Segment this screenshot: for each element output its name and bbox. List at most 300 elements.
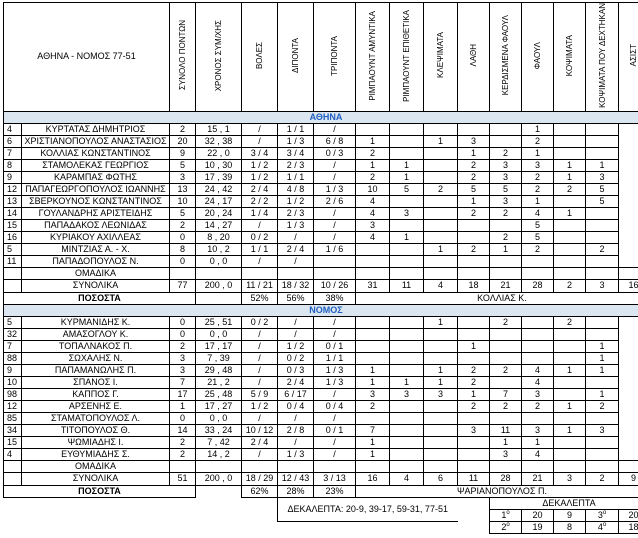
player-number: 8 bbox=[4, 159, 22, 171]
stat-cell: 1 bbox=[522, 436, 554, 448]
stat-cell bbox=[458, 219, 490, 231]
stat-cell bbox=[424, 171, 458, 183]
section-title: ΑΘΗΝΑ bbox=[4, 111, 638, 123]
total-cell: 28 bbox=[522, 279, 554, 292]
stat-cell bbox=[586, 219, 619, 231]
stat-cell bbox=[554, 135, 586, 147]
stat-cell: / bbox=[314, 412, 356, 424]
stat-cell: 0 / 2 bbox=[242, 316, 278, 328]
stat-cell: 8 bbox=[170, 243, 196, 255]
total-cell: 2 bbox=[554, 279, 586, 292]
player-name: ΤΙΤΟΠΟΥΛΟΣ Θ. bbox=[22, 424, 170, 436]
column-header bbox=[619, 3, 638, 112]
column-header bbox=[522, 3, 554, 112]
stat-cell bbox=[424, 460, 458, 472]
stat-cell bbox=[390, 243, 424, 255]
stat-cell: 2 bbox=[522, 171, 554, 183]
stat-cell: 1 bbox=[424, 364, 458, 376]
stat-cell: 2 bbox=[554, 316, 586, 328]
stat-cell: 1 bbox=[522, 147, 554, 159]
stat-cell bbox=[586, 231, 619, 243]
player-number: 13 bbox=[4, 195, 22, 207]
stat-cell bbox=[278, 460, 314, 472]
stat-cell bbox=[522, 460, 554, 472]
stat-cell: 2 bbox=[170, 436, 196, 448]
stat-cell: 1 bbox=[586, 352, 619, 364]
player-name: ΚΑΠΠΟΣ Γ. bbox=[22, 388, 170, 400]
table-row bbox=[4, 448, 638, 460]
stat-cell bbox=[458, 328, 490, 340]
player-number: 4 bbox=[4, 448, 22, 460]
stat-cell bbox=[458, 255, 490, 267]
stat-cell: 0 , 0 bbox=[196, 328, 242, 340]
total-cell: 3 bbox=[554, 472, 586, 485]
stat-cell: 2 / 4 bbox=[278, 243, 314, 255]
stat-cell: 10 / 12 bbox=[242, 424, 278, 436]
stat-cell: 1 bbox=[522, 123, 554, 135]
stat-cell bbox=[522, 340, 554, 352]
table-row bbox=[4, 340, 638, 352]
stat-cell: 15 , 1 bbox=[196, 123, 242, 135]
player-name: ΚΑΡΑΜΠΑΣ ΦΩΤΗΣ bbox=[22, 171, 170, 183]
stat-cell: 5 bbox=[522, 219, 554, 231]
stat-cell: 5 bbox=[170, 207, 196, 219]
stat-cell bbox=[586, 328, 619, 340]
stat-cell: 0 / 4 bbox=[314, 400, 356, 412]
stat-cell: 4 bbox=[356, 207, 390, 219]
stat-cell: 5 bbox=[170, 159, 196, 171]
stat-cell: 1 / 6 bbox=[314, 243, 356, 255]
section-header bbox=[4, 111, 638, 123]
stat-cell: 1 / 1 bbox=[314, 352, 356, 364]
stat-cell: 1 bbox=[390, 159, 424, 171]
stat-cell: 1 / 2 bbox=[242, 400, 278, 412]
player-number: 16 bbox=[4, 231, 22, 243]
stat-cell: 4 bbox=[356, 195, 390, 207]
player-number: 34 bbox=[4, 424, 22, 436]
stat-cell bbox=[242, 267, 278, 279]
stat-cell bbox=[554, 412, 586, 424]
stat-cell: / bbox=[278, 316, 314, 328]
player-name: ΓΟΥΛΑΝΔΡΗΣ ΑΡΙΣΤΕΙΔΗΣ bbox=[22, 207, 170, 219]
table-row bbox=[4, 123, 638, 135]
stat-cell: 13 bbox=[170, 183, 196, 195]
player-number: 14 bbox=[4, 207, 22, 219]
stat-cell bbox=[554, 352, 586, 364]
stat-cell bbox=[356, 123, 390, 135]
table-row bbox=[4, 364, 638, 376]
total-cell: 11 / 21 bbox=[242, 279, 278, 292]
stat-cell bbox=[390, 340, 424, 352]
stat-cell: / bbox=[314, 448, 356, 460]
stat-cell bbox=[424, 352, 458, 364]
stat-cell bbox=[390, 123, 424, 135]
table-row bbox=[4, 376, 638, 388]
stat-cell: 3 bbox=[390, 207, 424, 219]
stat-cell: 1 bbox=[554, 171, 586, 183]
stat-cell: 5 bbox=[458, 183, 490, 195]
stat-cell: 14 , 2 bbox=[196, 448, 242, 460]
stat-cell: / bbox=[242, 412, 278, 424]
stat-cell bbox=[356, 412, 390, 424]
mvp-name: ΚΟΛΛΙΑΣ Κ. bbox=[356, 292, 638, 304]
stat-cell: / bbox=[278, 231, 314, 243]
table-row bbox=[4, 424, 638, 436]
stat-cell bbox=[314, 255, 356, 267]
column-header-label: ΤΡΙΠΟΝΤΑ bbox=[330, 35, 339, 76]
stat-cell: / bbox=[314, 171, 356, 183]
stat-cell: 1 bbox=[356, 159, 390, 171]
team-label: ΟΜΑΔΙΚΑ bbox=[22, 460, 170, 472]
stat-cell bbox=[356, 328, 390, 340]
stat-cell bbox=[390, 255, 424, 267]
stat-cell bbox=[356, 352, 390, 364]
stat-cell bbox=[424, 147, 458, 159]
player-name: ΣΠΑΝΟΣ Ι. bbox=[22, 376, 170, 388]
player-name: ΠΑΠΑΓΕΩΡΓΟΠΟΥΛΟΣ ΙΩΑΝΝΗΣ bbox=[22, 183, 170, 195]
stat-cell: 2 / 4 bbox=[278, 376, 314, 388]
stat-cell bbox=[554, 376, 586, 388]
stat-cell: 1 bbox=[458, 195, 490, 207]
stat-cell: 3 bbox=[170, 352, 196, 364]
stat-cell: 1 bbox=[554, 400, 586, 412]
total-cell: 200 , 0 bbox=[196, 472, 242, 485]
stat-cell bbox=[424, 231, 458, 243]
player-name: ΕΥΘΥΜΙΑΔΗΣ Σ. bbox=[22, 448, 170, 460]
stat-cell: 2 bbox=[458, 159, 490, 171]
stat-cell bbox=[490, 123, 522, 135]
stat-cell: 29 , 48 bbox=[196, 364, 242, 376]
column-header bbox=[554, 3, 586, 112]
stat-cell: 0 / 3 bbox=[314, 147, 356, 159]
stat-cell bbox=[458, 231, 490, 243]
stat-cell: / bbox=[242, 352, 278, 364]
player-number: 32 bbox=[4, 328, 22, 340]
stat-cell: 2 bbox=[490, 400, 522, 412]
stat-cell: 1 bbox=[390, 376, 424, 388]
player-name: ΚΥΡΤΑΤΑΣ ΔΗΜΗΤΡΙΟΣ bbox=[22, 123, 170, 135]
table-row bbox=[4, 412, 638, 424]
stat-cell: 1 bbox=[424, 376, 458, 388]
table-row bbox=[4, 255, 638, 267]
stats-sheet bbox=[3, 2, 638, 534]
stat-cell bbox=[390, 328, 424, 340]
stat-cell: 3 bbox=[170, 171, 196, 183]
stat-cell: 1 bbox=[424, 316, 458, 328]
stat-cell bbox=[314, 460, 356, 472]
player-number: 5 bbox=[4, 243, 22, 255]
player-name: ΠΑΠΑΔΟΠΟΥΛΟΣ Ν. bbox=[22, 255, 170, 267]
stat-cell: 2 bbox=[586, 400, 619, 412]
stat-cell: 1 / 4 bbox=[242, 207, 278, 219]
stat-cell: 1 bbox=[390, 231, 424, 243]
stat-cell: 2 bbox=[458, 376, 490, 388]
percent-label: ΠΟΣΟΣΤΑ bbox=[4, 485, 196, 497]
stat-cell: 32 , 38 bbox=[196, 135, 242, 147]
stat-cell bbox=[390, 412, 424, 424]
stat-cell bbox=[522, 352, 554, 364]
stat-cell: 2 bbox=[522, 243, 554, 255]
stat-cell: 2 / 4 bbox=[242, 436, 278, 448]
stat-cell: 3 bbox=[586, 424, 619, 436]
stat-cell: / bbox=[314, 207, 356, 219]
stat-cell: 6 / 8 bbox=[314, 135, 356, 147]
stat-cell: 2 / 2 bbox=[242, 195, 278, 207]
stat-cell: 1 / 2 bbox=[242, 159, 278, 171]
stat-cell: 8 , 20 bbox=[196, 231, 242, 243]
header-row bbox=[4, 3, 638, 112]
total-cell: 11 bbox=[390, 279, 424, 292]
stat-cell: / bbox=[242, 123, 278, 135]
stat-cell: / bbox=[278, 255, 314, 267]
column-header bbox=[278, 3, 314, 112]
stat-cell bbox=[424, 328, 458, 340]
stat-cell bbox=[586, 207, 619, 219]
stat-cell bbox=[424, 436, 458, 448]
stat-cell bbox=[554, 388, 586, 400]
table-row bbox=[4, 328, 638, 340]
total-cell: 21 bbox=[522, 472, 554, 485]
table-row bbox=[4, 195, 638, 207]
stat-cell: 1 bbox=[458, 388, 490, 400]
stat-cell: 20 bbox=[170, 135, 196, 147]
stat-cell: 2 bbox=[424, 183, 458, 195]
stat-cell: 10 , 30 bbox=[196, 159, 242, 171]
stat-cell bbox=[554, 267, 586, 279]
stat-cell: 1 bbox=[356, 436, 390, 448]
stat-cell: 2 / 6 bbox=[314, 195, 356, 207]
stat-cell bbox=[554, 340, 586, 352]
stat-cell: / bbox=[242, 340, 278, 352]
team-row bbox=[4, 460, 638, 472]
stat-cell bbox=[170, 267, 196, 279]
total-cell: 6 bbox=[424, 472, 458, 485]
stat-cell bbox=[554, 195, 586, 207]
stat-cell bbox=[458, 352, 490, 364]
stat-cell: 1 bbox=[458, 340, 490, 352]
stat-cell: 2 bbox=[170, 219, 196, 231]
stat-cell bbox=[458, 448, 490, 460]
totals-row bbox=[4, 279, 638, 292]
player-number: 15 bbox=[4, 219, 22, 231]
stat-cell: 1 bbox=[554, 424, 586, 436]
stat-cell: 5 bbox=[586, 195, 619, 207]
quarter-score: 18 bbox=[619, 521, 638, 533]
quarter-score: 20 bbox=[619, 509, 638, 521]
stat-cell: 3 bbox=[490, 171, 522, 183]
stat-cell bbox=[554, 231, 586, 243]
player-name: ΑΡΣΕΝΗΣ Ε. bbox=[22, 400, 170, 412]
column-header-label: ΧΡΟΝΟΣ ΣΥΜ/ΧΗΣ bbox=[214, 19, 223, 92]
stat-cell: 1 / 3 bbox=[314, 183, 356, 195]
stat-cell: 20 , 24 bbox=[196, 207, 242, 219]
column-header-label: ΚΟΨΙΜΑΤΑ ΠΟΥ ΔΕΧΤΗΚΑΝ bbox=[597, 3, 607, 108]
stat-cell bbox=[586, 147, 619, 159]
stat-cell: 3 bbox=[586, 171, 619, 183]
stat-cell: 2 bbox=[170, 340, 196, 352]
stat-cell: 1 bbox=[356, 448, 390, 460]
player-name: ΣΩΧΑΛΗΣ Ν. bbox=[22, 352, 170, 364]
percent-cell: 23% bbox=[314, 485, 356, 497]
column-header-label: ΚΛΕΨΙΜΑΤΑ bbox=[436, 32, 445, 79]
stat-cell: 2 bbox=[458, 207, 490, 219]
total-cell: 3 / 13 bbox=[314, 472, 356, 485]
table-row bbox=[4, 219, 638, 231]
column-header bbox=[490, 3, 522, 112]
player-number: 9 bbox=[4, 364, 22, 376]
total-cell: 3 bbox=[586, 279, 619, 292]
stat-cell bbox=[619, 460, 638, 472]
percent-row bbox=[4, 292, 638, 304]
stat-cell: 3 bbox=[522, 159, 554, 171]
section-title: ΝΟΜΟΣ bbox=[4, 304, 638, 316]
stat-cell: 10 bbox=[356, 183, 390, 195]
player-number: 11 bbox=[4, 255, 22, 267]
total-cell: 28 bbox=[490, 472, 522, 485]
sheet-title: ΑΘΗΝΑ - ΝΟΜΟΣ 77-51 bbox=[4, 3, 170, 112]
stat-cell bbox=[390, 364, 424, 376]
percent-label: ΠΟΣΟΣΤΑ bbox=[4, 292, 196, 304]
stat-cell: 5 bbox=[522, 231, 554, 243]
stat-cell bbox=[586, 376, 619, 388]
quarter-score: 9 bbox=[554, 509, 586, 521]
stat-cell bbox=[490, 255, 522, 267]
total-cell: 4 bbox=[424, 279, 458, 292]
stat-cell: / bbox=[242, 135, 278, 147]
stat-cell bbox=[586, 412, 619, 424]
stat-cell: / bbox=[314, 231, 356, 243]
stat-cell bbox=[490, 340, 522, 352]
stat-cell bbox=[390, 147, 424, 159]
stat-cell: 7 , 39 bbox=[196, 352, 242, 364]
stat-cell: 7 bbox=[356, 424, 390, 436]
stat-cell: 5 bbox=[586, 183, 619, 195]
stat-cell: 1 / 3 bbox=[278, 135, 314, 147]
stat-cell: 3 bbox=[458, 135, 490, 147]
total-cell: 77 bbox=[170, 279, 196, 292]
stat-cell: 1 bbox=[586, 340, 619, 352]
stat-cell bbox=[522, 255, 554, 267]
stat-cell bbox=[490, 460, 522, 472]
table-row bbox=[4, 183, 638, 195]
stat-cell: / bbox=[242, 376, 278, 388]
stat-cell: / bbox=[278, 412, 314, 424]
stat-cell: 2 bbox=[522, 183, 554, 195]
quarter-row bbox=[4, 521, 638, 533]
player-name: ΠΑΠΑΔΑΚΟΣ ΛΕΩΝΙΔΑΣ bbox=[22, 219, 170, 231]
stat-cell: 3 bbox=[490, 195, 522, 207]
player-name: ΣΤΑΜΟΛΕΚΑΣ ΓΕΩΡΓΙΟΣ bbox=[22, 159, 170, 171]
total-cell: 12 / 43 bbox=[278, 472, 314, 485]
stat-cell bbox=[356, 267, 390, 279]
column-header bbox=[170, 3, 196, 112]
stat-cell: 0 / 1 bbox=[314, 424, 356, 436]
stat-cell: 1 bbox=[554, 364, 586, 376]
stat-cell bbox=[424, 255, 458, 267]
total-cell: 200 , 0 bbox=[196, 279, 242, 292]
stat-cell: 3 bbox=[522, 424, 554, 436]
stat-cell: 11 bbox=[490, 424, 522, 436]
stat-cell: / bbox=[278, 328, 314, 340]
stat-cell: 1 / 2 bbox=[242, 171, 278, 183]
stat-cell: 1 bbox=[356, 376, 390, 388]
stat-cell bbox=[586, 460, 619, 472]
table-row bbox=[4, 159, 638, 171]
stat-cell bbox=[356, 340, 390, 352]
quarter-score: 20 bbox=[522, 509, 554, 521]
stat-cell: 1 bbox=[490, 436, 522, 448]
stat-cell: 0 bbox=[170, 412, 196, 424]
stat-cell: 2 bbox=[490, 207, 522, 219]
stat-cell bbox=[390, 400, 424, 412]
stat-cell bbox=[522, 412, 554, 424]
stat-cell: 1 / 3 bbox=[314, 376, 356, 388]
stat-cell: 0 / 1 bbox=[314, 340, 356, 352]
stat-cell: 2 / 3 bbox=[278, 207, 314, 219]
total-cell: 21 bbox=[490, 279, 522, 292]
stat-cell bbox=[554, 460, 586, 472]
stat-cell: 2 bbox=[458, 400, 490, 412]
stat-cell: 1 / 1 bbox=[278, 123, 314, 135]
column-header bbox=[242, 3, 278, 112]
table-row bbox=[4, 147, 638, 159]
stat-cell: / bbox=[314, 123, 356, 135]
stat-cell: / bbox=[242, 328, 278, 340]
player-number: 15 bbox=[4, 436, 22, 448]
stat-cell bbox=[586, 135, 619, 147]
player-number: 9 bbox=[4, 171, 22, 183]
table-row bbox=[4, 316, 638, 328]
stat-cell: 2 bbox=[490, 364, 522, 376]
stat-cell: 2 bbox=[458, 171, 490, 183]
quarter-score: 8 bbox=[554, 521, 586, 533]
stat-cell: 2 bbox=[586, 243, 619, 255]
stat-cell: / bbox=[242, 219, 278, 231]
stat-cell: 0 , 0 bbox=[196, 412, 242, 424]
stat-cell bbox=[490, 267, 522, 279]
total-cell: 18 bbox=[458, 279, 490, 292]
stat-cell bbox=[458, 412, 490, 424]
stat-cell: 0 / 2 bbox=[242, 231, 278, 243]
stat-cell: 1 / 3 bbox=[314, 364, 356, 376]
stat-cell: 7 bbox=[170, 376, 196, 388]
stat-cell bbox=[554, 123, 586, 135]
stat-cell bbox=[586, 436, 619, 448]
stat-cell bbox=[390, 219, 424, 231]
stat-cell: 2 bbox=[458, 243, 490, 255]
stat-cell bbox=[424, 412, 458, 424]
stat-cell: 3 bbox=[170, 364, 196, 376]
player-name: ΚΟΛΛΙΑΣ ΚΩΝΣΤΑΝΤΙΝΟΣ bbox=[22, 147, 170, 159]
stat-cell: 4 bbox=[522, 207, 554, 219]
stat-cell: 2 bbox=[554, 183, 586, 195]
table-row bbox=[4, 207, 638, 219]
stat-cell: 1 bbox=[390, 171, 424, 183]
dekalepta-header: ΔΕΚΑΛΕΠΤΑ bbox=[490, 497, 638, 509]
stat-cell bbox=[424, 207, 458, 219]
total-cell: 51 bbox=[170, 472, 196, 485]
stat-cell: 2 / 4 bbox=[242, 183, 278, 195]
stat-cell bbox=[314, 267, 356, 279]
total-cell: 16 bbox=[356, 472, 390, 485]
column-header-label: ΔΙΠΟΝΤΑ bbox=[291, 37, 300, 73]
stat-cell: 4 bbox=[522, 364, 554, 376]
column-header-label: ΣΥΝΟΛΟ ΠΟΝΤΩΝ bbox=[178, 20, 187, 91]
stat-cell: 0 / 3 bbox=[278, 364, 314, 376]
stat-cell: / bbox=[242, 255, 278, 267]
stat-cell: 7 , 42 bbox=[196, 436, 242, 448]
stat-cell: 0 bbox=[170, 328, 196, 340]
